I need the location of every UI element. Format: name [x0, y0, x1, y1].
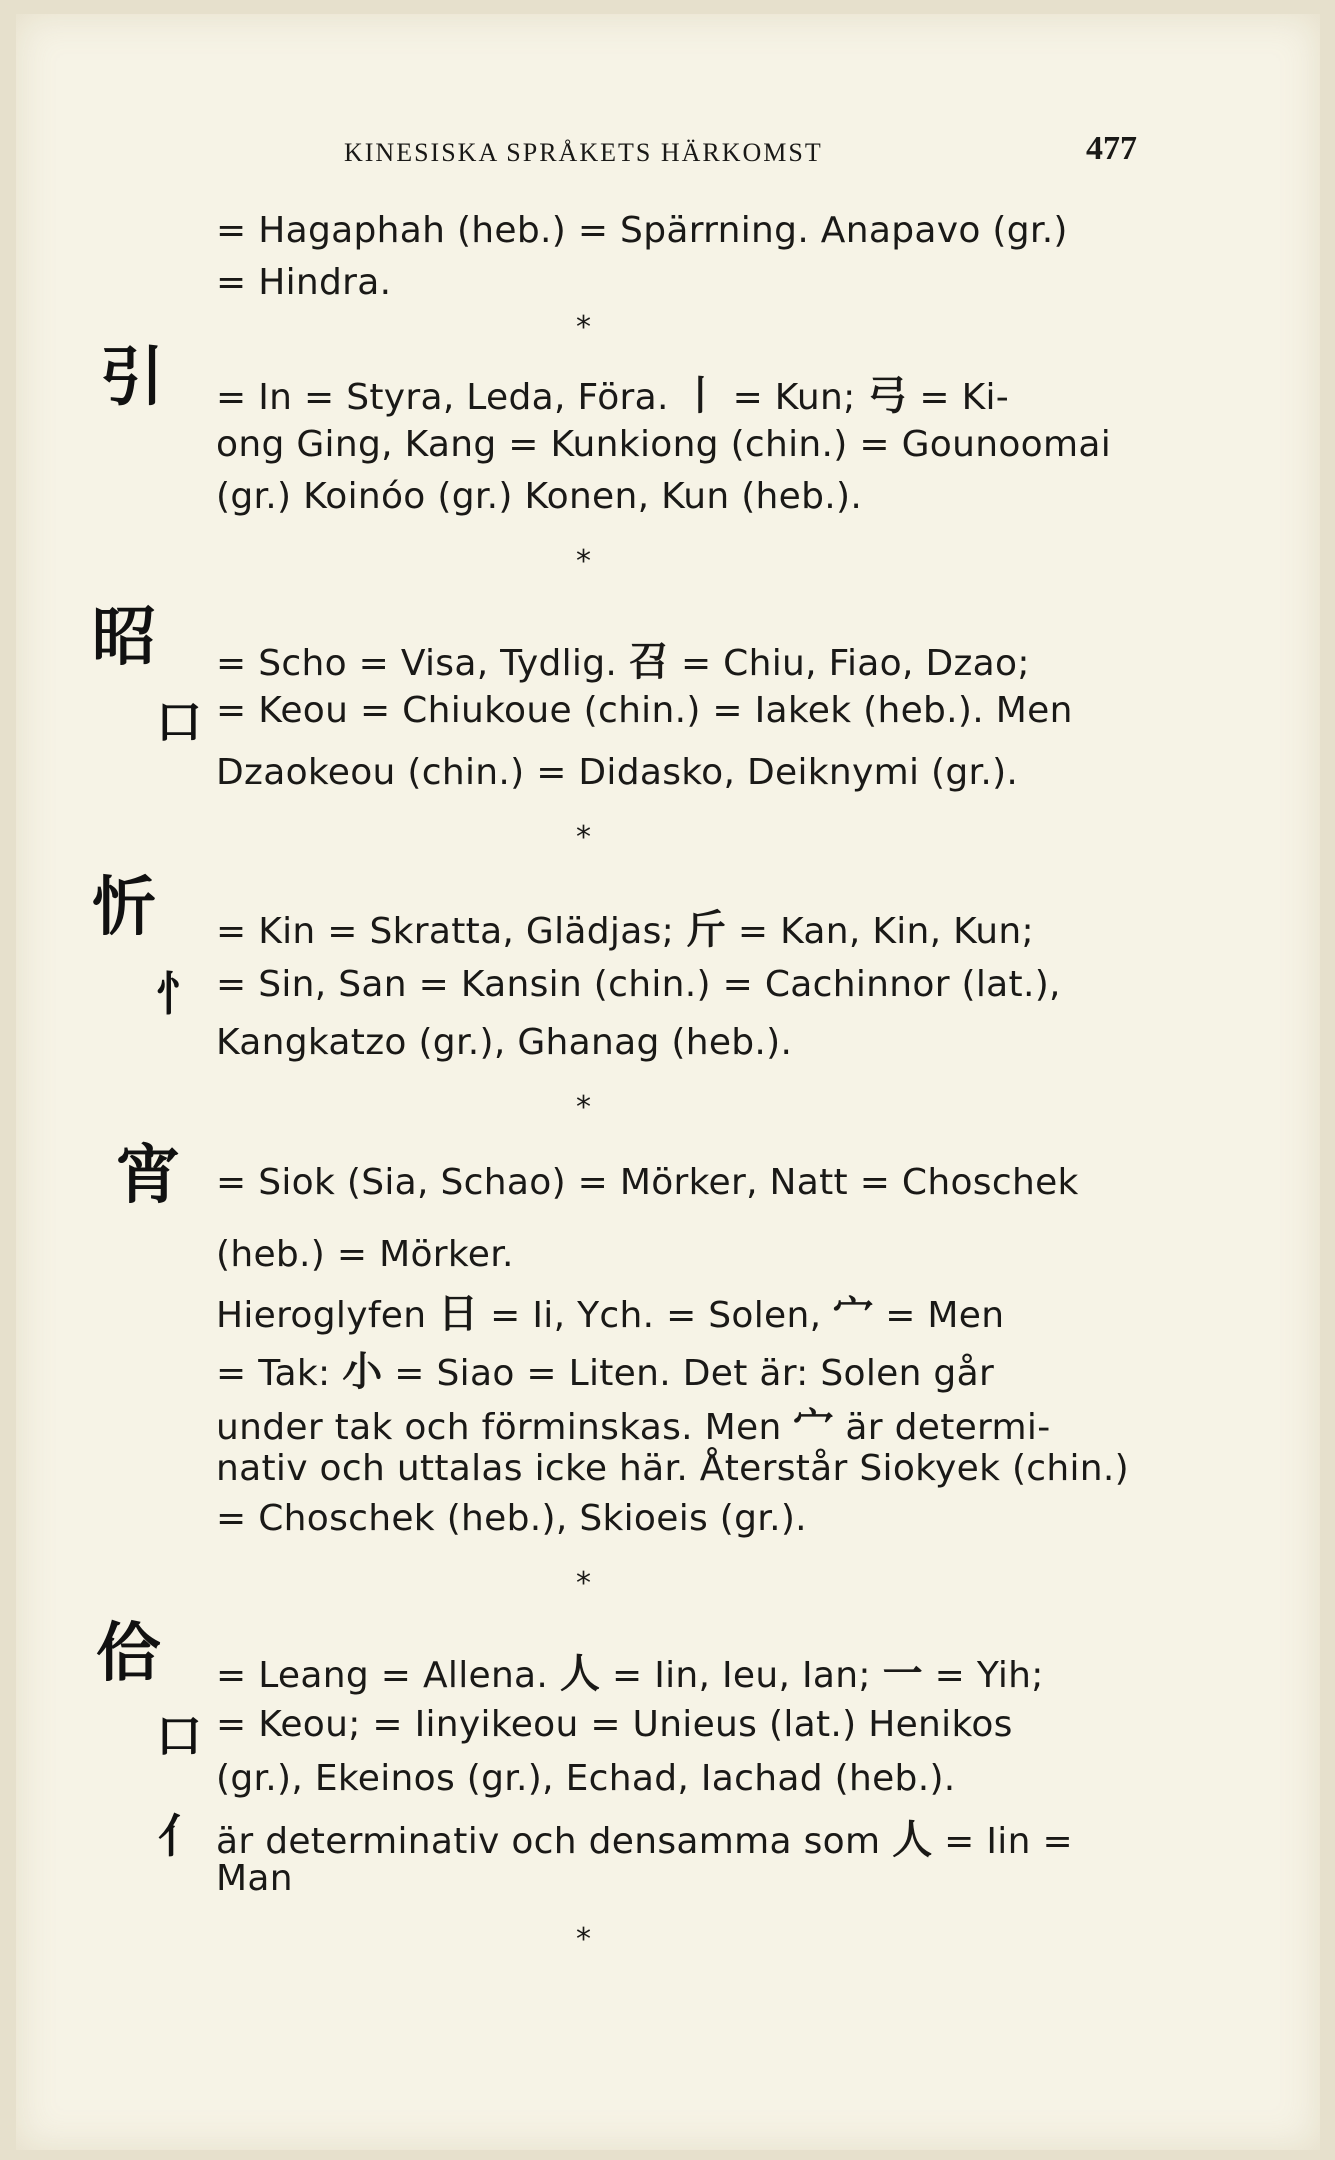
chinese-character: 口: [156, 695, 202, 749]
running-header: KINESISKA SPRÅKETS HÄRKOMST: [344, 138, 823, 167]
text-line: = Siok (Sia, Schao) = Mörker, Natt = Choschek: [216, 1162, 1079, 1203]
chinese-character: 人: [559, 1651, 601, 1697]
chinese-character: 召: [628, 639, 670, 685]
section-separator: *: [576, 1922, 591, 1957]
chinese-character: 弓: [867, 373, 908, 419]
text-line: = Hindra.: [216, 262, 392, 303]
chinese-character: 丨: [680, 373, 721, 419]
chinese-character: 亻: [158, 1809, 204, 1863]
text-line: (gr.) Koinóo (gr.) Konen, Kun (heb.).: [216, 476, 863, 517]
text-line: under tak och förminskas. Men 宀 är determi-: [216, 1403, 1051, 1449]
chinese-character: 忄: [156, 967, 202, 1021]
chinese-character: 一: [882, 1651, 923, 1697]
text-line: = Choschek (heb.), Skioeis (gr.).: [216, 1498, 807, 1539]
chinese-character: 日: [438, 1291, 479, 1337]
chinese-character: 小: [342, 1349, 383, 1395]
text-line: = Tak: 小 = Siao = Liten. Det är: Solen går: [216, 1349, 995, 1395]
book-page: [16, 14, 1320, 2150]
section-separator: *: [576, 1090, 591, 1125]
text-line: nativ och uttalas icke här. Återstår Siokyek (chin.): [216, 1448, 1130, 1489]
text-line: Kangkatzo (gr.), Ghanag (heb.).: [216, 1022, 793, 1063]
text-line: Man: [216, 1858, 293, 1899]
text-line: = In = Styra, Leda, Föra. 丨 = Kun; 弓 = Ki-: [216, 373, 1010, 419]
chinese-character: 宀: [793, 1403, 834, 1449]
chinese-character: 宵: [116, 1139, 180, 1213]
chinese-character: 斤: [685, 907, 727, 953]
chinese-character: 昭: [92, 601, 156, 675]
text-line: = Keou = Chiukoue (chin.) = Iakek (heb.). Men: [216, 690, 1073, 731]
section-separator: *: [576, 544, 591, 579]
section-separator: *: [576, 1566, 591, 1601]
text-line: = Kin = Skratta, Glädjas; 斤 = Kan, Kin, Kun;: [216, 907, 1034, 953]
chinese-character: 佮: [96, 1617, 160, 1691]
text-line: = Keou; = Iinyikeou = Unieus (lat.) Henikos: [216, 1704, 1013, 1745]
chinese-character: 人: [892, 1817, 933, 1863]
text-line: Dzaokeou (chin.) = Didasko, Deiknymi (gr.).: [216, 752, 1019, 793]
page-number: 477: [1086, 130, 1137, 167]
text-line: = Sin, San = Kansin (chin.) = Cachinnor (lat.),: [216, 964, 1061, 1005]
chinese-character: 口: [156, 1709, 202, 1763]
section-separator: *: [576, 310, 591, 345]
chinese-character: 忻: [92, 871, 156, 945]
text-line: är determinativ och densamma som 人 = Iin =: [216, 1817, 1073, 1863]
text-line: = Leang = Allena. 人 = Iin, Ieu, Ian; 一 = Yih;: [216, 1651, 1044, 1697]
chinese-character: 引: [100, 341, 164, 415]
text-line: (gr.), Ekeinos (gr.), Echad, Iachad (heb.).: [216, 1758, 956, 1799]
text-line: ong Ging, Kang = Kunkiong (chin.) = Gounoomai: [216, 424, 1112, 465]
section-separator: *: [576, 820, 591, 855]
text-line: Hieroglyfen 日 = Ii, Ych. = Solen, 宀 = Men: [216, 1291, 1005, 1337]
chinese-character: 宀: [833, 1291, 874, 1337]
text-line: (heb.) = Mörker.: [216, 1234, 514, 1275]
text-line: = Scho = Visa, Tydlig. 召 = Chiu, Fiao, Dzao;: [216, 639, 1030, 685]
text-line: = Hagaphah (heb.) = Spärrning. Anapavo (gr.): [216, 210, 1068, 251]
